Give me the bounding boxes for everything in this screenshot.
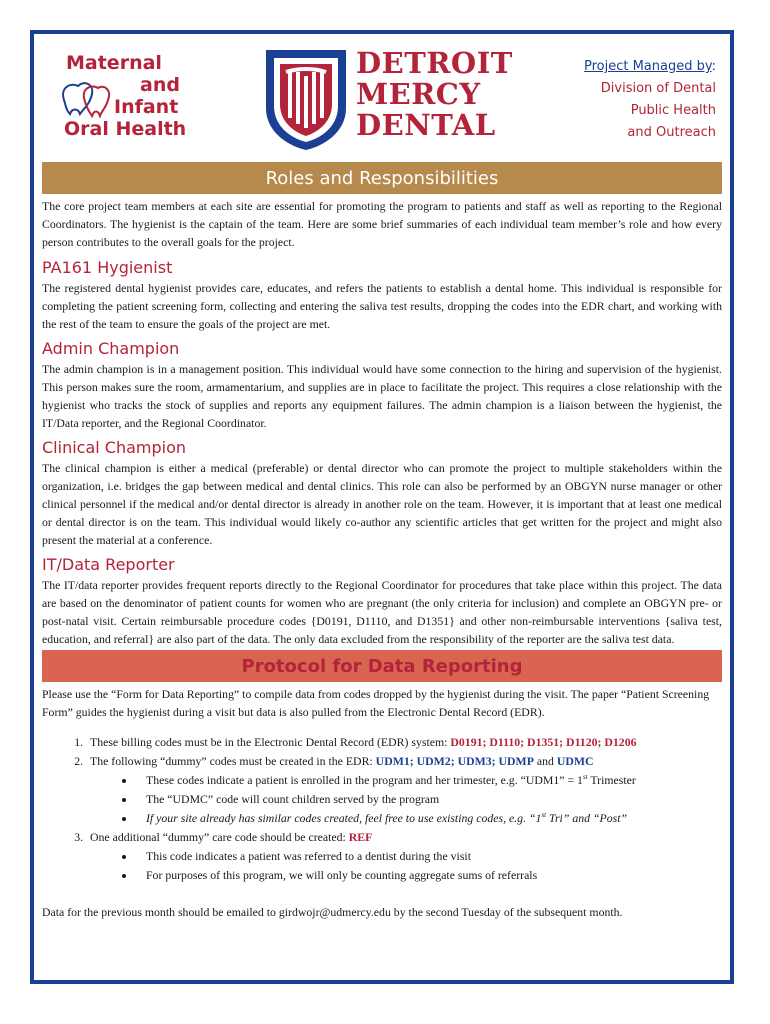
step-2-bullets	[90, 771, 722, 828]
step-2-and: and	[533, 754, 557, 768]
wordmark-detroit: DETROIT	[356, 46, 513, 80]
shield-icon	[264, 48, 348, 152]
wordmark-mercy: MERCY	[356, 77, 481, 111]
section-title-clinical-champion: Clinical Champion	[42, 438, 187, 457]
maternal-infant-oral-health-logo	[52, 52, 222, 152]
protocol-step-2	[86, 752, 722, 828]
division-line-2: Public Health	[630, 103, 716, 118]
submission-deadline-note: Data for the previous month should be emailed to girdwojr@udmercy.edu by the second Tuesday of the subsequent month.	[42, 905, 623, 919]
step-3-text: One additional “dummy” care code should be created:	[90, 830, 349, 844]
logo-line-oral-health: Oral Health	[64, 118, 187, 140]
section-title-admin-champion: Admin Champion	[42, 339, 180, 358]
project-managed-by	[546, 56, 716, 144]
section-text-hygienist: The registered dental hygienist provides care, educates, and refers the patients to establish a dental home. This individual is responsible for completing the patient screening form, collecting and entering the saliva test results, dropping the codes into the EDR chart, and working with the rest of the team to ensure the goals of the project are met.	[42, 281, 722, 331]
detroit-mercy-dental-logo	[264, 46, 524, 156]
bullet-1-text: These codes indicate a patient is enrolled in the program and her trimester, e.g. “UDM1” = 1	[146, 773, 583, 787]
udmc-code: UDMC	[556, 754, 594, 768]
division-line-1: Division of Dental	[600, 81, 716, 96]
project-managed-title-line	[546, 56, 716, 78]
step-1-text: These billing codes must be in the Electronic Dental Record (EDR) system:	[90, 735, 451, 749]
protocol-intro: Please use the “Form for Data Reporting” to compile data from codes dropped by the hygienist during the visit. The paper “Patient Screening Form” guides the hygienist during a visit but data is also pulled from the Electronic Dental Record (EDR).	[42, 687, 710, 719]
billing-codes: D0191; D1110; D1351; D1120; D1206	[450, 735, 637, 749]
protocol-steps	[42, 733, 722, 885]
detroit-mercy-dental-wordmark	[356, 48, 513, 141]
logo-line-maternal: Maternal	[66, 52, 162, 74]
dummy-codes: UDM1; UDM2; UDM3; UDMP	[375, 754, 534, 768]
step-3-bullets	[90, 847, 722, 885]
page-content	[42, 42, 722, 921]
step-3-bullet-2: • For purposes of this program, we will only be counting aggregate sums of referrals	[136, 866, 722, 885]
step-2-bullet-1	[136, 771, 722, 790]
logo-line-and: and	[140, 74, 180, 96]
roles-intro: The core project team members at each site are essential for promoting the program to patients and staff as well as reporting to the Regional Coordinators. The hygienist is the captain of the team. Here are some brief summaries of each individual team member’s role and how every person contributes to the overall goals for the project.	[42, 199, 722, 249]
ref-code: REF	[348, 830, 373, 844]
logo-line-infant: Infant	[114, 96, 179, 118]
section-text-admin-champion: The admin champion is in a management position. This individual would have some connection to the hiring and supervision of the hygienist. This person makes sure the room, armamentarium, and supplies are in place to facilitate the project. This requires a close relationship with the hygienist who tracks the stock of supplies and reports any equipment failures. The admin champion is a liaison between the hygienist, the IT/Data reporter, and the Regional Coordinator.	[42, 362, 722, 430]
protocol-step-3	[86, 828, 722, 885]
bullet-1-sup: st	[582, 773, 588, 782]
protocol-banner: Protocol for Data Reporting	[42, 650, 722, 682]
section-text-clinical-champion: The clinical champion is either a medical (preferable) or dental director who can promote the project to multiple stakeholders within the organization, i.e. bridges the gap between medical and dental clinics. This role can also be performed by an OBGYN nurse manager or other clinical personnel if the medical and/or dental director is already in another role on the team. However, it is important that at least one medical or dental director is on the team. This individual would likely co-author any scientific articles that get written for the project and might also present the material at a conference.	[42, 461, 722, 547]
bullet-3-text-b: Tri” and “Post”	[546, 811, 628, 825]
step-2-bullet-3	[136, 809, 722, 828]
section-text-it-data-reporter: The IT/data reporter provides frequent reports directly to the Regional Coordinator for procedures that take place within this project. The data are based on the denominator of patient counts for women who are pregnant (the only criteria for inclusion) and complete an OBGYN pre- or post-natal visit. Certain reimbursable procedure codes {D0191, D1110, and D1351} and other non-reimbursable interventions {saliva test, education, and referral} are also part of the data. The only data excluded from the responsibility of the reporter are the saliva test data.	[42, 578, 722, 646]
protocol-step-1	[86, 733, 722, 752]
project-managed-colon: :	[711, 59, 716, 74]
bullet-3-text-a: If your site already has similar codes created, feel free to use existing codes, e.g. “1	[146, 811, 542, 825]
division-line-3: and Outreach	[627, 125, 716, 140]
wordmark-dental: DENTAL	[356, 108, 496, 142]
page-frame	[30, 30, 734, 984]
step-3-bullet-1: • This code indicates a patient was referred to a dentist during the visit	[136, 847, 722, 866]
section-title-it-data-reporter: IT/Data Reporter	[42, 555, 175, 574]
header	[42, 42, 722, 162]
step-2-text: The following “dummy” codes must be created in the EDR:	[90, 754, 376, 768]
bullet-3-sup: st	[541, 811, 547, 820]
bullet-1-end: Trimester	[587, 773, 636, 787]
project-managed-title: Project Managed by	[583, 59, 712, 74]
section-title-hygienist: PA161 Hygienist	[42, 258, 173, 277]
step-2-bullet-2: • The “UDMC” code will count children served by the program	[136, 790, 722, 809]
tooth-icon	[58, 78, 114, 118]
roles-banner: Roles and Responsibilities	[42, 162, 722, 194]
